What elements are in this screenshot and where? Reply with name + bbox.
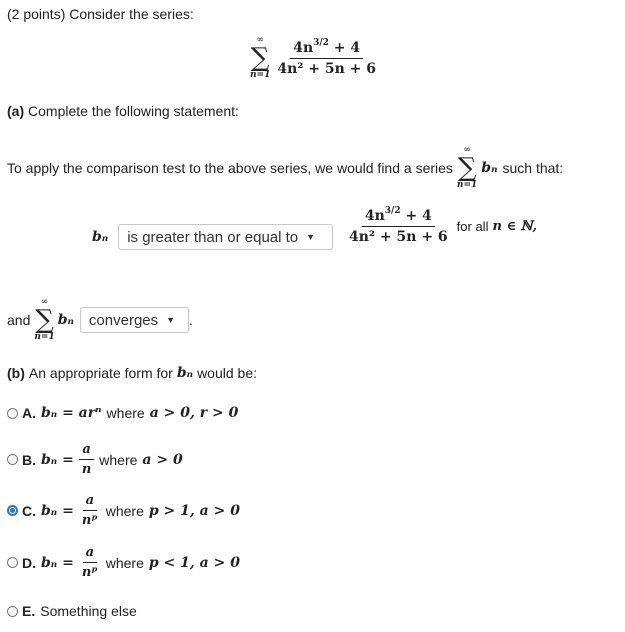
summation-symbol: ∞ ∑ n=1 [250, 35, 271, 80]
part-b-heading [7, 365, 257, 381]
series-expression [250, 36, 379, 80]
option-e-letter: E. [22, 603, 36, 619]
option-b-fraction [79, 442, 94, 477]
option-d-letter: D. [22, 554, 36, 571]
option-c-fraction [79, 493, 101, 528]
numerator-rest: + 4 [328, 39, 361, 56]
bn-symbol-3: bₙ [57, 312, 74, 328]
bn-symbol: bₙ [481, 160, 498, 176]
option-c-radio[interactable] [7, 505, 18, 516]
option-e-text: Something else [40, 603, 137, 619]
chevron-down-icon: ▼ [166, 315, 176, 325]
option-c-numerator: a [83, 493, 97, 511]
option-d-numerator: a [83, 545, 97, 563]
relation-line [92, 224, 333, 250]
bn-symbol-4: bₙ [176, 365, 194, 381]
relation-fraction [346, 208, 451, 245]
option-a-expression: bₙ = arⁿ [41, 405, 102, 421]
relation-fraction-row [346, 208, 537, 245]
option-c-where: where [105, 502, 144, 519]
option-d-lhs: bₙ = [41, 554, 74, 571]
statement-text: To apply the comparison test to the above series, we would find a series [7, 160, 453, 176]
chevron-down-icon: ▼ [306, 232, 316, 242]
option-b-radio[interactable] [7, 454, 18, 465]
option-b-numerator: a [79, 442, 93, 460]
denominator: 4n² + 5n + 6 [277, 60, 377, 77]
problem-header: (2 points) Consider the series: [7, 6, 194, 22]
relation-select[interactable] [118, 224, 333, 250]
part-a-label: (a) [7, 103, 25, 119]
part-a-text: Complete the following statement: [28, 103, 239, 119]
period: . [188, 312, 193, 328]
sum-lower-limit: n=1 [250, 70, 271, 80]
for-all-text: for all [456, 219, 489, 234]
option-e-radio[interactable] [7, 606, 18, 617]
part-b-text-end: would be: [197, 365, 257, 381]
option-b-where: where [99, 451, 138, 468]
part-a-heading [7, 103, 239, 119]
option-b-condition: a > 0 [142, 451, 183, 468]
and-text: and [7, 312, 31, 328]
option-c-lhs: bₙ = [41, 502, 74, 519]
numerator-exponent-2: 3/2 [384, 206, 401, 216]
option-b-lhs: bₙ = [41, 451, 74, 468]
option-d-condition: p < 1, a > 0 [148, 554, 240, 571]
summation-symbol-bn: ∞ ∑ n=1 [456, 145, 478, 190]
option-d-denominator: nᵖ [81, 565, 98, 580]
option-d-fraction [79, 545, 101, 580]
comparison-statement [7, 146, 563, 190]
convergence-select-value: converges [88, 311, 159, 329]
option-a-radio[interactable] [7, 408, 18, 419]
option-d-where: where [105, 554, 144, 571]
option-c-letter: C. [22, 502, 36, 519]
numerator-rest-2: + 4 [400, 208, 432, 224]
option-c-denominator: nᵖ [81, 513, 98, 528]
n-in-naturals: n ∈ ℕ, [492, 219, 538, 234]
option-a[interactable] [7, 405, 238, 421]
option-b-denominator: n [81, 462, 92, 477]
option-d-radio[interactable] [7, 557, 18, 568]
option-c[interactable] [7, 493, 240, 528]
bn-symbol-2: bₙ [92, 229, 109, 245]
relation-select-value: is greater than or equal to [127, 228, 299, 246]
part-b-label: (b) [7, 365, 25, 381]
option-d[interactable] [7, 545, 240, 580]
convergence-select[interactable] [80, 307, 189, 333]
option-a-where: where [106, 405, 145, 421]
numerator-term: 4n [293, 39, 314, 56]
option-e[interactable] [7, 603, 137, 619]
denominator-2: 4n² + 5n + 6 [349, 229, 448, 245]
option-c-condition: p > 1, a > 0 [148, 502, 240, 519]
series-fraction [274, 37, 379, 77]
option-b-letter: B. [22, 451, 36, 468]
part-b-text: An appropriate form for [28, 365, 173, 381]
convergence-line [7, 298, 193, 342]
numerator-exponent: 3/2 [313, 37, 329, 48]
sum-upper-limit: ∞ [256, 35, 264, 45]
option-a-condition: a > 0, r > 0 [149, 405, 239, 421]
option-b[interactable] [7, 442, 183, 477]
summation-symbol-3: ∞ ∑ n=1 [34, 297, 55, 342]
numerator-term-2: 4n [364, 208, 385, 224]
statement-end: such that: [502, 160, 564, 176]
option-a-letter: A. [22, 405, 36, 421]
